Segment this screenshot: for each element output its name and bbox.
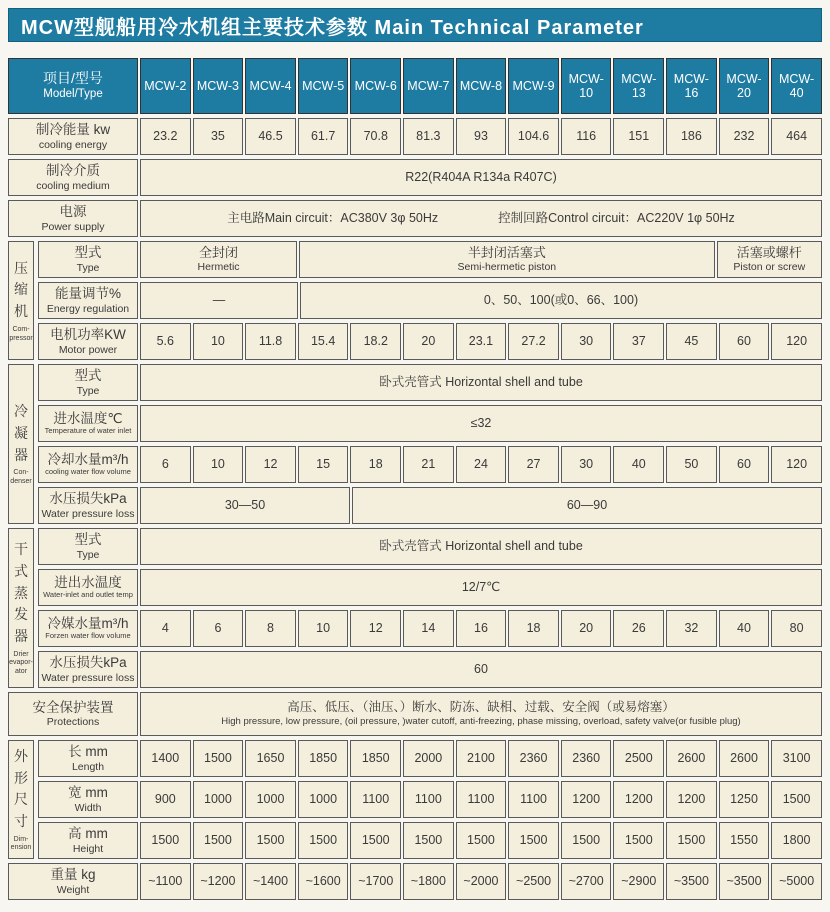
value-cell: 1000 (193, 781, 244, 818)
value-cell: 60 (719, 323, 770, 360)
inlet-temp-values (140, 405, 822, 442)
label-zh: 重量 kg (50, 867, 96, 883)
value-cell: 1500 (771, 781, 822, 818)
header-model-cell: MCW-40 (771, 58, 822, 114)
value-cell: 2100 (456, 740, 507, 777)
row-label-length (38, 740, 138, 777)
cooling-medium-values (140, 159, 822, 196)
evaporator-pressure-loss-value: 60 (140, 651, 822, 688)
value-cell: 1000 (245, 781, 296, 818)
value-cell: 1400 (140, 740, 191, 777)
value-cell: 50 (666, 446, 717, 483)
label-en: Width (74, 801, 102, 814)
label-zh: 进水温度℃ (53, 410, 123, 426)
row-label-height (38, 822, 138, 859)
value-cell: 70.8 (350, 118, 401, 155)
header-model-cell: MCW-6 (350, 58, 401, 114)
row-cooling-medium (8, 159, 822, 196)
section-label-en: Dim-ension (10, 835, 32, 852)
header-model-cell: MCW-5 (298, 58, 349, 114)
value-cell: 116 (561, 118, 612, 155)
value-cell: ~1700 (350, 863, 401, 900)
value-cell: 1500 (193, 740, 244, 777)
row-label-weight (8, 863, 138, 900)
value-cell: 1500 (245, 822, 296, 859)
label-zh: 电源 (59, 204, 87, 220)
section-label-en: Drier evapor-ator (9, 650, 33, 676)
row-condenser-inlet-temp (38, 405, 822, 442)
value-cell: 2500 (613, 740, 664, 777)
value-cell: 30 (561, 323, 612, 360)
value-cell: 1250 (719, 781, 770, 818)
piston-screw-zh: 活塞或螺杆 (736, 244, 802, 260)
row-label-power-supply (8, 200, 138, 237)
label-en: Water pressure loss (41, 507, 135, 520)
value-cell: 20 (561, 610, 612, 647)
row-evaporator-type (38, 528, 822, 565)
semi-hermetic-en: Semi-hermetic piston (457, 261, 557, 274)
value-cell: 232 (719, 118, 770, 155)
row-label-cooling-medium (8, 159, 138, 196)
header-model-cell: MCW-9 (508, 58, 559, 114)
table-header-row (8, 58, 822, 114)
value-cell: 464 (771, 118, 822, 155)
motor-power-values (140, 323, 822, 360)
header-model-type-cell (8, 58, 138, 114)
value-cell: 4 (140, 610, 191, 647)
value-cell: 10 (193, 446, 244, 483)
label-zh: 进出水温度 (54, 574, 122, 590)
value-cell: 6 (193, 610, 244, 647)
value-cell: 1500 (456, 822, 507, 859)
dimension-rows (38, 740, 822, 859)
label-zh: 制冷能量 kw (35, 122, 111, 138)
label-en: cooling medium (36, 179, 110, 192)
row-protections (8, 692, 822, 736)
row-label-condenser-pressure-loss (38, 487, 138, 524)
value-cell: 27 (508, 446, 559, 483)
header-model-cell: MCW-2 (140, 58, 191, 114)
row-label-inlet-temp (38, 405, 138, 442)
value-cell: 1550 (719, 822, 770, 859)
value-cell: 1850 (298, 740, 349, 777)
value-cell: 120 (771, 446, 822, 483)
value-cell: 8 (245, 610, 296, 647)
value-cell: 32 (666, 610, 717, 647)
label-zh: 宽 mm (68, 785, 108, 801)
value-cell: 1500 (403, 822, 454, 859)
value-cell: 18.2 (350, 323, 401, 360)
row-label-cooling-water-flow (38, 446, 138, 483)
row-condenser-type (38, 364, 822, 401)
value-cell: ~1100 (140, 863, 191, 900)
label-zh: 型式 (74, 532, 102, 548)
value-cell: 40 (719, 610, 770, 647)
label-zh: 电机功率KW (50, 327, 126, 343)
value-cell: ~1400 (245, 863, 296, 900)
label-en: Forzen water flow volume (45, 631, 131, 641)
inlet-temp-value: ≤32 (140, 405, 822, 442)
piston-screw-en: Piston or screw (733, 261, 806, 274)
header-model-cell: MCW-10 (561, 58, 612, 114)
value-cell: 1100 (508, 781, 559, 818)
section-label-en: Com-pressor (9, 325, 33, 342)
value-cell: ~3500 (666, 863, 717, 900)
protections-values (140, 692, 822, 736)
power-supply-values (140, 200, 822, 237)
condenser-section-label (8, 364, 34, 524)
value-cell: 2600 (666, 740, 717, 777)
header-label-en: Model/Type (43, 88, 103, 101)
hermetic-en: Hermetic (197, 261, 240, 274)
label-zh: 冷媒水量m³/h (47, 615, 129, 631)
value-cell: ~2500 (508, 863, 559, 900)
row-height (38, 822, 822, 859)
value-cell: 20 (403, 323, 454, 360)
label-zh: 制冷介质 (46, 163, 100, 179)
value-cell: 1500 (613, 822, 664, 859)
section-label-zh: 干式蒸发器 (14, 541, 28, 644)
value-cell: 27.2 (508, 323, 559, 360)
header-model-cell: MCW-3 (193, 58, 244, 114)
row-width (38, 781, 822, 818)
row-label-protections (8, 692, 138, 736)
compressor-section-label (8, 241, 34, 360)
label-zh: 能量调节% (54, 286, 121, 302)
value-cell: 151 (613, 118, 664, 155)
cooling-water-flow-values (140, 446, 822, 483)
row-label-cooling-energy (8, 118, 138, 155)
header-model-cell: MCW-16 (666, 58, 717, 114)
value-cell: 1800 (771, 822, 822, 859)
value-cell: 1100 (350, 781, 401, 818)
label-en: Water pressure loss (41, 671, 135, 684)
label-en: Height (72, 842, 104, 855)
value-cell: 1650 (245, 740, 296, 777)
value-cell: 2360 (561, 740, 612, 777)
value-cell: 45 (666, 323, 717, 360)
evaporator-type-value: 卧式壳管式 Horizontal shell and tube (140, 528, 822, 565)
power-supply-value (140, 200, 822, 237)
value-cell: 11.8 (245, 323, 296, 360)
value-cell: 2000 (403, 740, 454, 777)
value-cell: 1500 (140, 822, 191, 859)
value-cell: 93 (456, 118, 507, 155)
energy-regulation-none: — (140, 282, 298, 319)
value-cell: 900 (140, 781, 191, 818)
pressure-loss-high: 60—90 (352, 487, 822, 524)
compressor-type-semi-hermetic (299, 241, 715, 278)
protections-zh: 高压、低压、（油压、）断水、防冻、缺相、过载、安全阀（或易熔塞） (287, 700, 675, 715)
value-cell: 61.7 (298, 118, 349, 155)
section-condenser (8, 364, 822, 524)
protections-en: High pressure, low pressure, (oil pressure, )water cutoff, anti-freezing, phase missing, overload, safety valve(or fusible plug) (221, 715, 741, 727)
section-evaporator (8, 528, 822, 688)
protections-value (140, 692, 822, 736)
value-cell: 1500 (193, 822, 244, 859)
dimension-section-label (8, 740, 34, 859)
row-label-energy-regulation (38, 282, 138, 319)
label-en: Type (76, 261, 100, 274)
row-energy-regulation (38, 282, 822, 319)
label-en: Water-inlet and outlet temp (43, 590, 133, 600)
power-main-circuit: 主电路Main circuit：AC380V 3φ 50Hz (227, 211, 439, 226)
value-cell: 12 (350, 610, 401, 647)
label-zh: 安全保护装置 (32, 699, 114, 715)
value-cell: 3100 (771, 740, 822, 777)
row-evaporator-pressure-loss (38, 651, 822, 688)
row-power-supply (8, 200, 822, 237)
value-cell: 1200 (561, 781, 612, 818)
label-en: Weight (56, 883, 90, 896)
compressor-rows (38, 241, 822, 360)
section-label-zh: 压缩机 (14, 259, 28, 320)
value-cell: 23.2 (140, 118, 191, 155)
width-values (140, 781, 822, 818)
value-cell: 1200 (613, 781, 664, 818)
row-inout-water-temp (38, 569, 822, 606)
label-en: Motor power (58, 343, 118, 356)
value-cell: 12 (245, 446, 296, 483)
semi-hermetic-zh: 半封闭活塞式 (467, 244, 546, 260)
value-cell: 1500 (666, 822, 717, 859)
label-zh: 高 mm (68, 826, 108, 842)
condenser-pressure-loss-values (140, 487, 822, 524)
value-cell: ~2900 (613, 863, 664, 900)
label-zh: 长 mm (68, 744, 108, 760)
value-cell: 1100 (403, 781, 454, 818)
label-en: Protections (46, 716, 100, 729)
row-label-motor-power (38, 323, 138, 360)
condenser-type-values (140, 364, 822, 401)
value-cell: 1500 (350, 822, 401, 859)
row-frozen-water-flow (38, 610, 822, 647)
header-label-zh: 项目/型号 (43, 70, 103, 87)
section-label-en: Con-denser (10, 469, 32, 486)
value-cell: 18 (508, 610, 559, 647)
row-label-frozen-water-flow (38, 610, 138, 647)
value-cell: 15 (298, 446, 349, 483)
value-cell: 30 (561, 446, 612, 483)
value-cell: ~2000 (456, 863, 507, 900)
header-model-cell: MCW-20 (719, 58, 770, 114)
page-title-bar (8, 8, 822, 42)
value-cell: 16 (456, 610, 507, 647)
weight-values (140, 863, 822, 900)
inout-water-temp-value: 12/7℃ (140, 569, 822, 606)
frozen-water-flow-values (140, 610, 822, 647)
row-label-width (38, 781, 138, 818)
section-dimension (8, 740, 822, 859)
value-cell: 18 (350, 446, 401, 483)
row-label-evaporator-type (38, 528, 138, 565)
value-cell: ~2700 (561, 863, 612, 900)
value-cell: 15.4 (298, 323, 349, 360)
label-en: Power supply (41, 220, 105, 233)
value-cell: 1100 (456, 781, 507, 818)
value-cell: 1500 (508, 822, 559, 859)
value-cell: 40 (613, 446, 664, 483)
value-cell: 1500 (298, 822, 349, 859)
cooling-medium-value: R22(R404A R134a R407C) (140, 159, 822, 196)
evaporator-section-label (8, 528, 34, 688)
value-cell: 37 (613, 323, 664, 360)
page-title: MCW型舰船用冷水机组主要技术参数 Main Technical Parameter (21, 16, 644, 39)
label-zh: 冷却水量m³/h (47, 451, 129, 467)
cooling-energy-values (140, 118, 822, 155)
label-zh: 型式 (74, 368, 102, 384)
value-cell: ~5000 (771, 863, 822, 900)
hermetic-zh: 全封闭 (199, 244, 239, 260)
value-cell: 2600 (719, 740, 770, 777)
label-zh: 水压损失kPa (49, 655, 127, 671)
value-cell: 2360 (508, 740, 559, 777)
evaporator-type-values (140, 528, 822, 565)
row-length (38, 740, 822, 777)
power-control-circuit: 控制回路Control circuit：AC220V 1φ 50Hz (498, 211, 735, 226)
row-motor-power (38, 323, 822, 360)
compressor-type-piston-screw (717, 241, 822, 278)
label-en: Energy regulation (46, 302, 130, 315)
section-compressor (8, 241, 822, 360)
value-cell: 35 (193, 118, 244, 155)
row-condenser-pressure-loss (38, 487, 822, 524)
value-cell: 26 (613, 610, 664, 647)
label-en: cooling water flow volume (45, 467, 131, 477)
value-cell: 1000 (298, 781, 349, 818)
height-values (140, 822, 822, 859)
energy-regulation-value: 0、50、100(或0、66、100) (300, 282, 822, 319)
header-model-cell: MCW-8 (456, 58, 507, 114)
header-model-cells (140, 58, 822, 114)
header-model-cell: MCW-7 (403, 58, 454, 114)
row-cooling-energy (8, 118, 822, 155)
length-values (140, 740, 822, 777)
label-zh: 型式 (74, 245, 102, 261)
value-cell: 1850 (350, 740, 401, 777)
value-cell: 120 (771, 323, 822, 360)
section-label-zh: 冷凝器 (14, 403, 28, 463)
value-cell: ~1200 (193, 863, 244, 900)
value-cell: 80 (771, 610, 822, 647)
evaporator-rows (38, 528, 822, 688)
row-label-evaporator-pressure-loss (38, 651, 138, 688)
evaporator-pressure-loss-values (140, 651, 822, 688)
section-label-zh: 外形尺寸 (14, 747, 28, 829)
energy-regulation-values (140, 282, 822, 319)
condenser-type-value: 卧式壳管式 Horizontal shell and tube (140, 364, 822, 401)
value-cell: ~1600 (298, 863, 349, 900)
value-cell: ~1800 (403, 863, 454, 900)
value-cell: 14 (403, 610, 454, 647)
label-en: Type (76, 548, 100, 561)
value-cell: 186 (666, 118, 717, 155)
compressor-type-hermetic (140, 241, 297, 278)
label-en: Type (76, 384, 100, 397)
row-compressor-type (38, 241, 822, 278)
row-label-compressor-type (38, 241, 138, 278)
value-cell: 6 (140, 446, 191, 483)
row-cooling-water-flow (38, 446, 822, 483)
label-en: cooling energy (38, 138, 108, 151)
value-cell: 21 (403, 446, 454, 483)
header-model-cell: MCW-4 (245, 58, 296, 114)
value-cell: 60 (719, 446, 770, 483)
header-model-cell: MCW-13 (613, 58, 664, 114)
value-cell: 104.6 (508, 118, 559, 155)
compressor-type-values (140, 241, 822, 278)
inout-water-temp-values (140, 569, 822, 606)
value-cell: 23.1 (456, 323, 507, 360)
condenser-rows (38, 364, 822, 524)
value-cell: 5.6 (140, 323, 191, 360)
value-cell: 10 (298, 610, 349, 647)
value-cell: 10 (193, 323, 244, 360)
row-label-condenser-type (38, 364, 138, 401)
row-label-inout-water-temp (38, 569, 138, 606)
pressure-loss-low: 30—50 (140, 487, 350, 524)
label-zh: 水压损失kPa (49, 491, 127, 507)
value-cell: 81.3 (403, 118, 454, 155)
row-weight (8, 863, 822, 900)
value-cell: 46.5 (245, 118, 296, 155)
value-cell: 1200 (666, 781, 717, 818)
value-cell: 24 (456, 446, 507, 483)
label-en: Temperature of water inlet (44, 426, 132, 436)
value-cell: ~3500 (719, 863, 770, 900)
label-en: Length (71, 760, 105, 773)
value-cell: 1500 (561, 822, 612, 859)
